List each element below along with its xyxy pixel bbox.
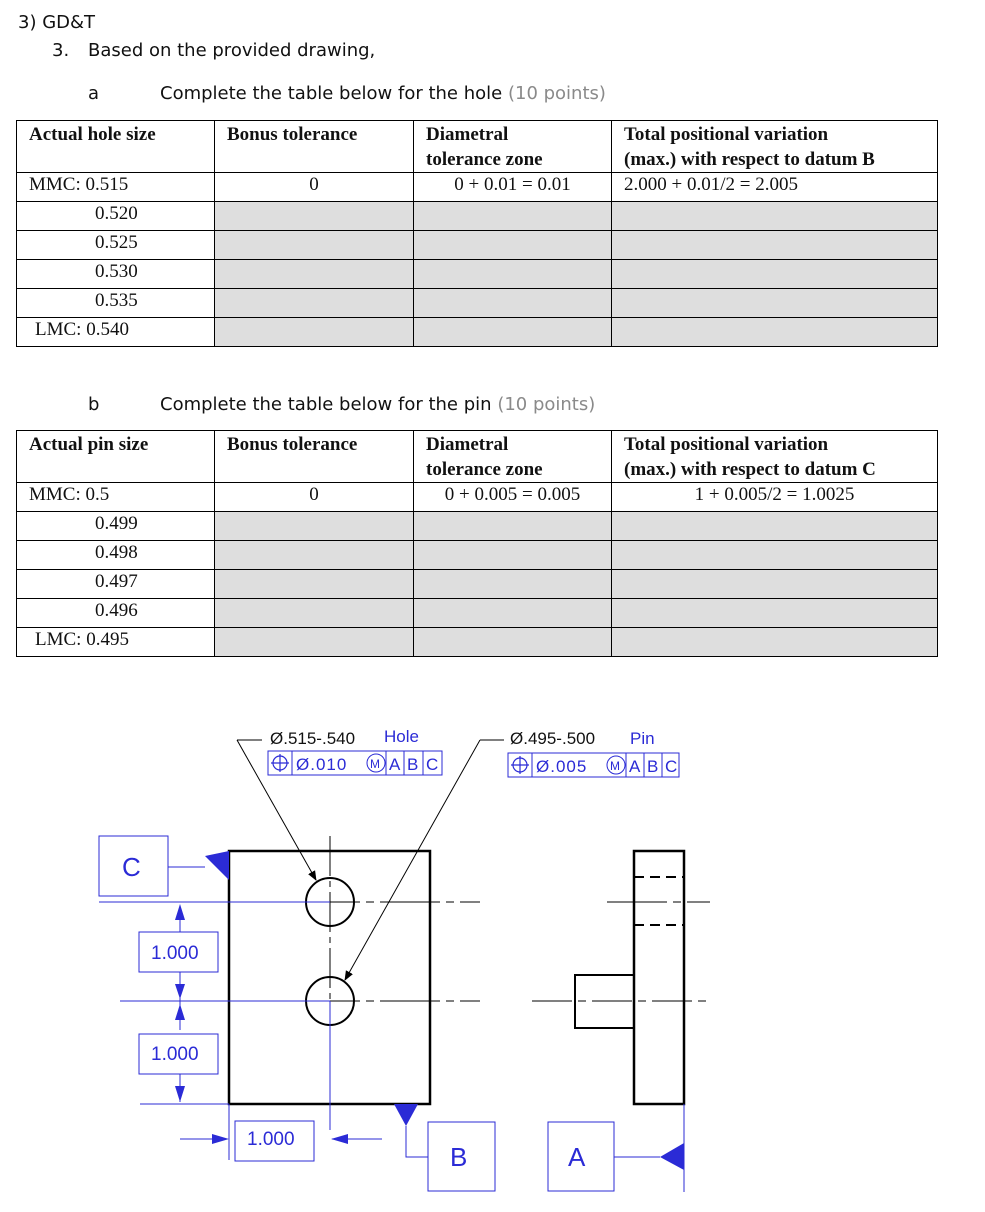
position-symbol-icon (271, 754, 289, 772)
dimension-vertical-lower: 1.000 (151, 1044, 199, 1065)
table-header-row (17, 121, 938, 173)
size-cell: 0.499 (17, 512, 215, 541)
part-b-instruction-text: Complete the table below for the pin (160, 394, 492, 415)
table-row (17, 541, 938, 570)
total-answer-cell[interactable] (612, 599, 938, 628)
table-row (17, 202, 938, 231)
datum-ref-b: B (407, 755, 419, 774)
zone-answer-cell[interactable] (414, 628, 612, 657)
question-prompt: Based on the provided drawing, (88, 40, 376, 61)
datum-b-label: B (450, 1142, 468, 1172)
table-row (17, 231, 938, 260)
size-cell: 0.525 (17, 231, 215, 260)
plate-side-view (634, 851, 684, 1104)
part-a-letter: a (88, 83, 100, 104)
header-cell: Total positional variation (max.) with respect to datum C (612, 431, 938, 483)
bonus-answer-cell[interactable] (215, 570, 414, 599)
part-b-instruction (160, 394, 595, 415)
datum-a-label: A (568, 1142, 586, 1172)
bonus-answer-cell[interactable] (215, 260, 414, 289)
zone-answer-cell[interactable] (414, 231, 612, 260)
size-cell: 0.497 (17, 570, 215, 599)
bonus-answer-cell[interactable] (215, 318, 414, 347)
hole-table (16, 120, 938, 347)
datum-ref-a: A (629, 757, 641, 776)
table-row (17, 483, 938, 512)
zone-answer-cell[interactable] (414, 541, 612, 570)
header-cell: Diametral tolerance zone (414, 431, 612, 483)
bonus-answer-cell[interactable] (215, 202, 414, 231)
section-heading: 3) GD&T (18, 12, 96, 33)
datum-c-triangle-icon (205, 851, 229, 880)
bonus-answer-cell[interactable] (215, 289, 414, 318)
table-row (17, 173, 938, 202)
bonus-answer-cell[interactable] (215, 628, 414, 657)
datum-ref-c: C (426, 755, 439, 774)
hole-feature-control-frame (268, 751, 442, 775)
bonus-cell: 0 (215, 173, 414, 202)
table-row (17, 512, 938, 541)
bonus-answer-cell[interactable] (215, 512, 414, 541)
table-row (17, 599, 938, 628)
part-a-instruction-text: Complete the table below for the hole (160, 83, 503, 104)
part-b-letter: b (88, 394, 100, 415)
size-cell: 0.498 (17, 541, 215, 570)
bonus-answer-cell[interactable] (215, 599, 414, 628)
zone-answer-cell[interactable] (414, 512, 612, 541)
header-cell: Bonus tolerance (215, 121, 414, 173)
hole-tolerance-value: Ø.010 (296, 755, 348, 774)
total-answer-cell[interactable] (612, 512, 938, 541)
size-cell: 0.520 (17, 202, 215, 231)
header-cell: Diametral tolerance zone (414, 121, 612, 173)
part-a-instruction (160, 83, 606, 104)
dimension-vertical-upper: 1.000 (151, 943, 199, 964)
size-cell: MMC: 0.5 (17, 483, 215, 512)
header-cell: Bonus tolerance (215, 431, 414, 483)
bonus-cell: 0 (215, 483, 414, 512)
dimension-horizontal: 1.000 (247, 1129, 295, 1150)
total-answer-cell[interactable] (612, 231, 938, 260)
zone-answer-cell[interactable] (414, 202, 612, 231)
total-answer-cell[interactable] (612, 628, 938, 657)
zone-answer-cell[interactable] (414, 599, 612, 628)
zone-answer-cell[interactable] (414, 570, 612, 599)
zone-cell: 0 + 0.005 = 0.005 (414, 483, 612, 512)
total-answer-cell[interactable] (612, 541, 938, 570)
total-cell: 2.000 + 0.01/2 = 2.005 (612, 173, 938, 202)
datum-ref-c: C (665, 757, 678, 776)
size-cell: MMC: 0.515 (17, 173, 215, 202)
table-row (17, 289, 938, 318)
table-row (17, 260, 938, 289)
datum-b-triangle-icon (394, 1104, 418, 1126)
table-row (17, 628, 938, 657)
mmc-modifier-text: M (370, 757, 380, 771)
zone-cell: 0 + 0.01 = 0.01 (414, 173, 612, 202)
question-number: 3. (52, 40, 70, 61)
hole-size-callout: Ø.515-.540 (270, 729, 356, 748)
gdt-drawing (0, 680, 985, 1212)
size-cell: 0.535 (17, 289, 215, 318)
header-cell: Actual pin size (17, 431, 215, 483)
table-header-row (17, 431, 938, 483)
table-row (17, 318, 938, 347)
size-cell: 0.496 (17, 599, 215, 628)
datum-ref-a: A (389, 755, 401, 774)
bonus-answer-cell[interactable] (215, 231, 414, 260)
zone-answer-cell[interactable] (414, 260, 612, 289)
size-cell: LMC: 0.540 (17, 318, 215, 347)
table-row (17, 570, 938, 599)
size-cell: 0.530 (17, 260, 215, 289)
hole-label: Hole (384, 727, 419, 746)
part-a-points: (10 points) (507, 83, 606, 104)
total-cell: 1 + 0.005/2 = 1.0025 (612, 483, 938, 512)
datum-a-triangle-icon (660, 1143, 684, 1170)
zone-answer-cell[interactable] (414, 289, 612, 318)
total-answer-cell[interactable] (612, 260, 938, 289)
zone-answer-cell[interactable] (414, 318, 612, 347)
datum-c-label: C (122, 852, 141, 882)
part-b-points: (10 points) (497, 394, 596, 415)
total-answer-cell[interactable] (612, 202, 938, 231)
pin-label: Pin (630, 729, 655, 748)
pin-table (16, 430, 938, 657)
pin-size-callout: Ø.495-.500 (510, 729, 596, 748)
size-cell: LMC: 0.495 (17, 628, 215, 657)
header-cell: Total positional variation (max.) with respect to datum B (612, 121, 938, 173)
total-answer-cell[interactable] (612, 289, 938, 318)
header-cell: Actual hole size (17, 121, 215, 173)
pin-feature-control-frame (508, 753, 679, 777)
bonus-answer-cell[interactable] (215, 541, 414, 570)
total-answer-cell[interactable] (612, 570, 938, 599)
pin-tolerance-value: Ø.005 (536, 757, 588, 776)
total-answer-cell[interactable] (612, 318, 938, 347)
position-symbol-icon (511, 756, 529, 774)
mmc-modifier-text: M (610, 759, 620, 773)
datum-ref-b: B (647, 757, 659, 776)
